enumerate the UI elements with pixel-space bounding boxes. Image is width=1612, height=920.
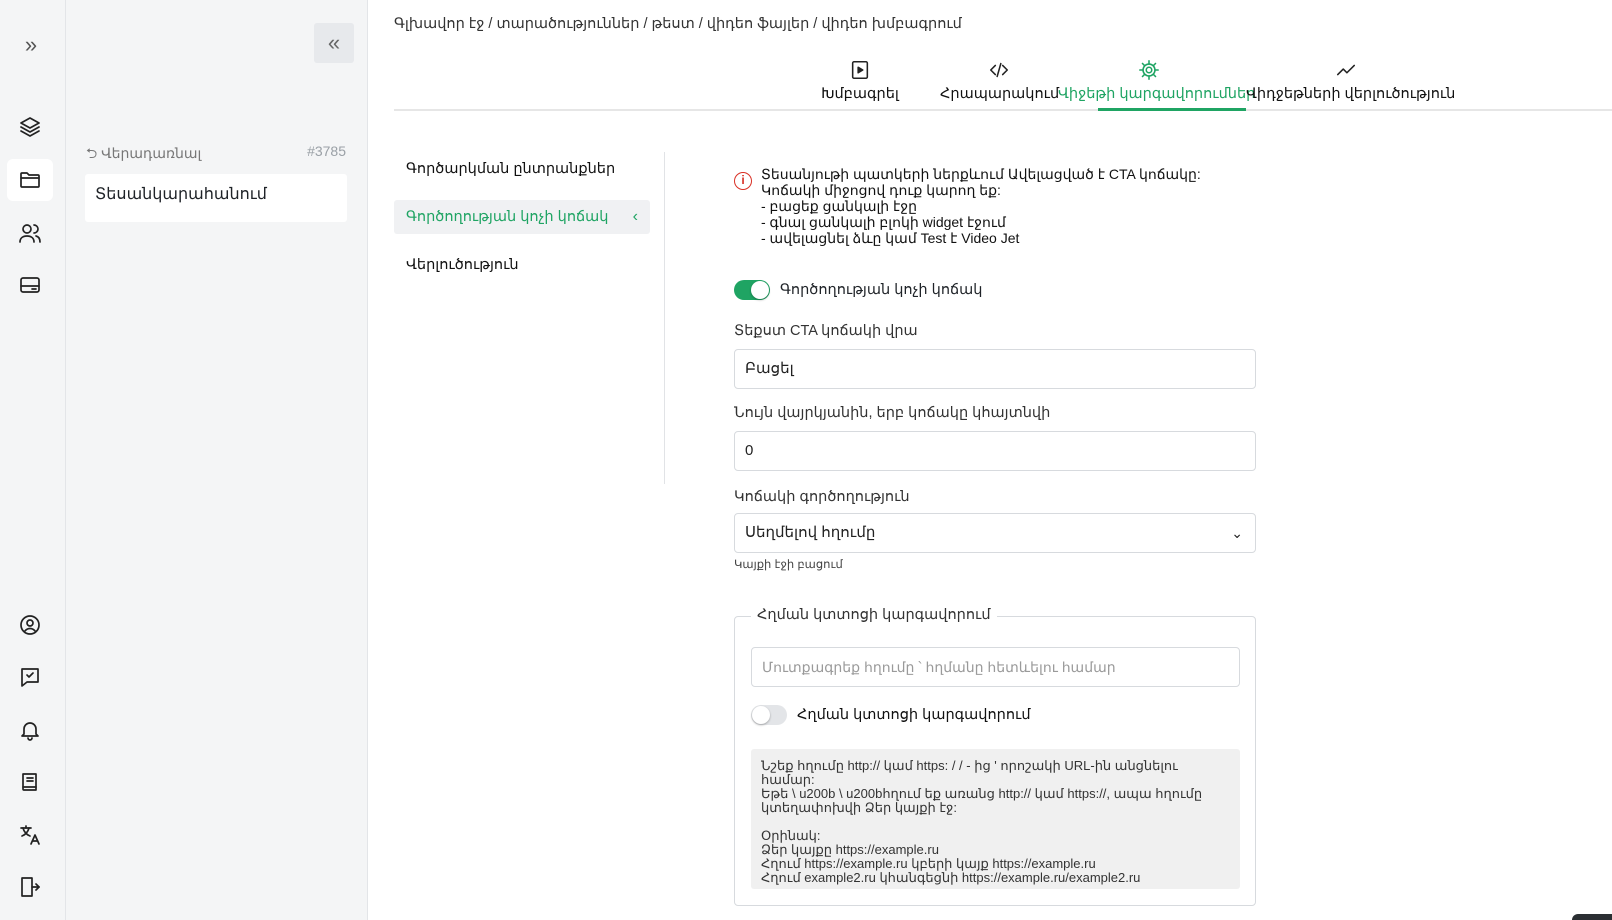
tab-bar (394, 55, 1612, 111)
cta-toggle-label: Գործողության կոչի կոճակ (780, 282, 983, 298)
project-item[interactable]: Տեսանկարահանում (85, 174, 347, 222)
active-tab-indicator (1098, 108, 1246, 111)
link-help-note (751, 749, 1240, 889)
alert-line: - ավելացնել ձևը կամ Test է Video Jet (761, 230, 1020, 246)
cta-settings-form (734, 166, 1256, 885)
cta-toggle[interactable] (734, 280, 770, 300)
icon-rail (0, 0, 66, 920)
tab-label: Հրապարակում (940, 86, 1060, 102)
trend-icon (1246, 59, 1446, 81)
settings-subnav (394, 152, 650, 296)
breadcrumb[interactable]: Գլխավոր էջ / տարածություններ / թեստ / վիդեո ֆայլեր / վիդեո խմբագրում (394, 16, 962, 32)
cta-text-input[interactable]: Բացել (734, 349, 1256, 389)
task-icon[interactable] (7, 656, 53, 698)
info-alert (734, 166, 1256, 246)
link-tracking-toggle[interactable] (751, 705, 787, 725)
subnav-analytics[interactable] (394, 248, 650, 282)
tab-publish[interactable] (940, 59, 1058, 109)
tab-label: Խմբագրել (821, 86, 899, 102)
cta-toggle-row (734, 280, 982, 300)
divider (664, 152, 665, 484)
play-icon (806, 59, 914, 81)
chevron-down-icon: ⌄ (1231, 525, 1243, 541)
tab-label: Վիջեթի կարգավորումներ (1058, 86, 1256, 102)
toggle-knob (752, 706, 770, 724)
cta-delay-input[interactable]: 0 (734, 431, 1256, 471)
chevron-left-icon: ‹ (632, 208, 638, 225)
alert-line: Տեսանյութի պատկերի ներքևում Ավելացված է CTA կոճակը: (761, 166, 1201, 182)
alert-line: - բացեք ցանկալի էջը (761, 198, 917, 214)
tab-widget-settings[interactable] (1058, 59, 1256, 109)
bell-icon[interactable] (7, 709, 53, 751)
subnav-label: Գործարկման ընտրանքներ (406, 161, 616, 177)
tab-edit[interactable] (806, 59, 914, 109)
project-id: #3785 (307, 143, 346, 159)
subnav-label: Գործողության կոչի կոճակ (406, 209, 609, 225)
link-tracking-toggle-row (751, 705, 1031, 725)
cta-delay-label: Նույն վայրկյանին, երբ կոճակը կհայտնվի (734, 405, 1051, 421)
cta-action-label: Կոճակի գործողություն (734, 489, 910, 505)
users-icon[interactable] (7, 212, 53, 254)
link-help-text: Նշեք հղումը http:// կամ https: / / - ից ' որոշակի URL-ին անցնելու համար: Եթե \ u200b \ u200bհղում եք առանց http:// կամ https://, ապա հղումը կտեղափոխվի Ձեր կայքի էջ: Օրինակ: Ձեր կայքը https://example.ru Հղում https://example.ru կբերի կայք https://example.ru Հղում example2.ru կհանգեցնի https://example.ru/example2.ru (761, 758, 1203, 885)
translate-icon[interactable] (7, 814, 53, 856)
tracking-link-input[interactable] (751, 647, 1240, 687)
tab-label: Վիդջեթների վերլուծություն (1246, 86, 1456, 102)
logout-icon[interactable] (7, 866, 53, 908)
subnav-cta-button[interactable] (394, 200, 650, 234)
alert-line: Կոճակի միջոցով դուք կարող եք: (761, 182, 1001, 198)
alert-line: - գնալ ցանկալի բլոկի widget էջում (761, 214, 1006, 230)
main-content (368, 0, 1612, 920)
subnav-label: Վերլուծություն (406, 257, 519, 273)
toggle-knob (751, 281, 769, 299)
gear-icon (1058, 59, 1240, 81)
book-icon[interactable] (7, 761, 53, 803)
link-tracking-toggle-label: Հղման կտտոցի կարգավորում (797, 707, 1031, 723)
collapse-panel-icon[interactable]: « (314, 23, 354, 63)
chat-widget-tab[interactable] (1572, 914, 1612, 920)
code-icon (940, 59, 1058, 81)
tab-widget-analytics[interactable] (1246, 59, 1456, 109)
cta-action-hint: Կայքի էջի բացում (734, 559, 843, 571)
layers-icon[interactable] (7, 106, 53, 148)
cta-action-select[interactable] (734, 513, 1256, 553)
link-tracking-legend: Հղման կտտոցի կարգավորում (751, 607, 997, 623)
cta-text-label: Տեքստ CTA կոճակի վրա (734, 323, 918, 339)
subnav-launch-options[interactable] (394, 152, 650, 186)
card-icon[interactable] (7, 264, 53, 306)
folder-icon[interactable] (7, 159, 53, 201)
info-icon: i (734, 172, 752, 190)
project-panel (66, 0, 368, 920)
cta-action-value: Սեղմելով հղումը (745, 524, 876, 541)
expand-icon[interactable]: » (24, 32, 38, 57)
back-link[interactable]: ⮌ Վերադառնալ (86, 145, 202, 161)
account-icon[interactable] (7, 604, 53, 646)
link-tracking-group (734, 607, 1256, 906)
